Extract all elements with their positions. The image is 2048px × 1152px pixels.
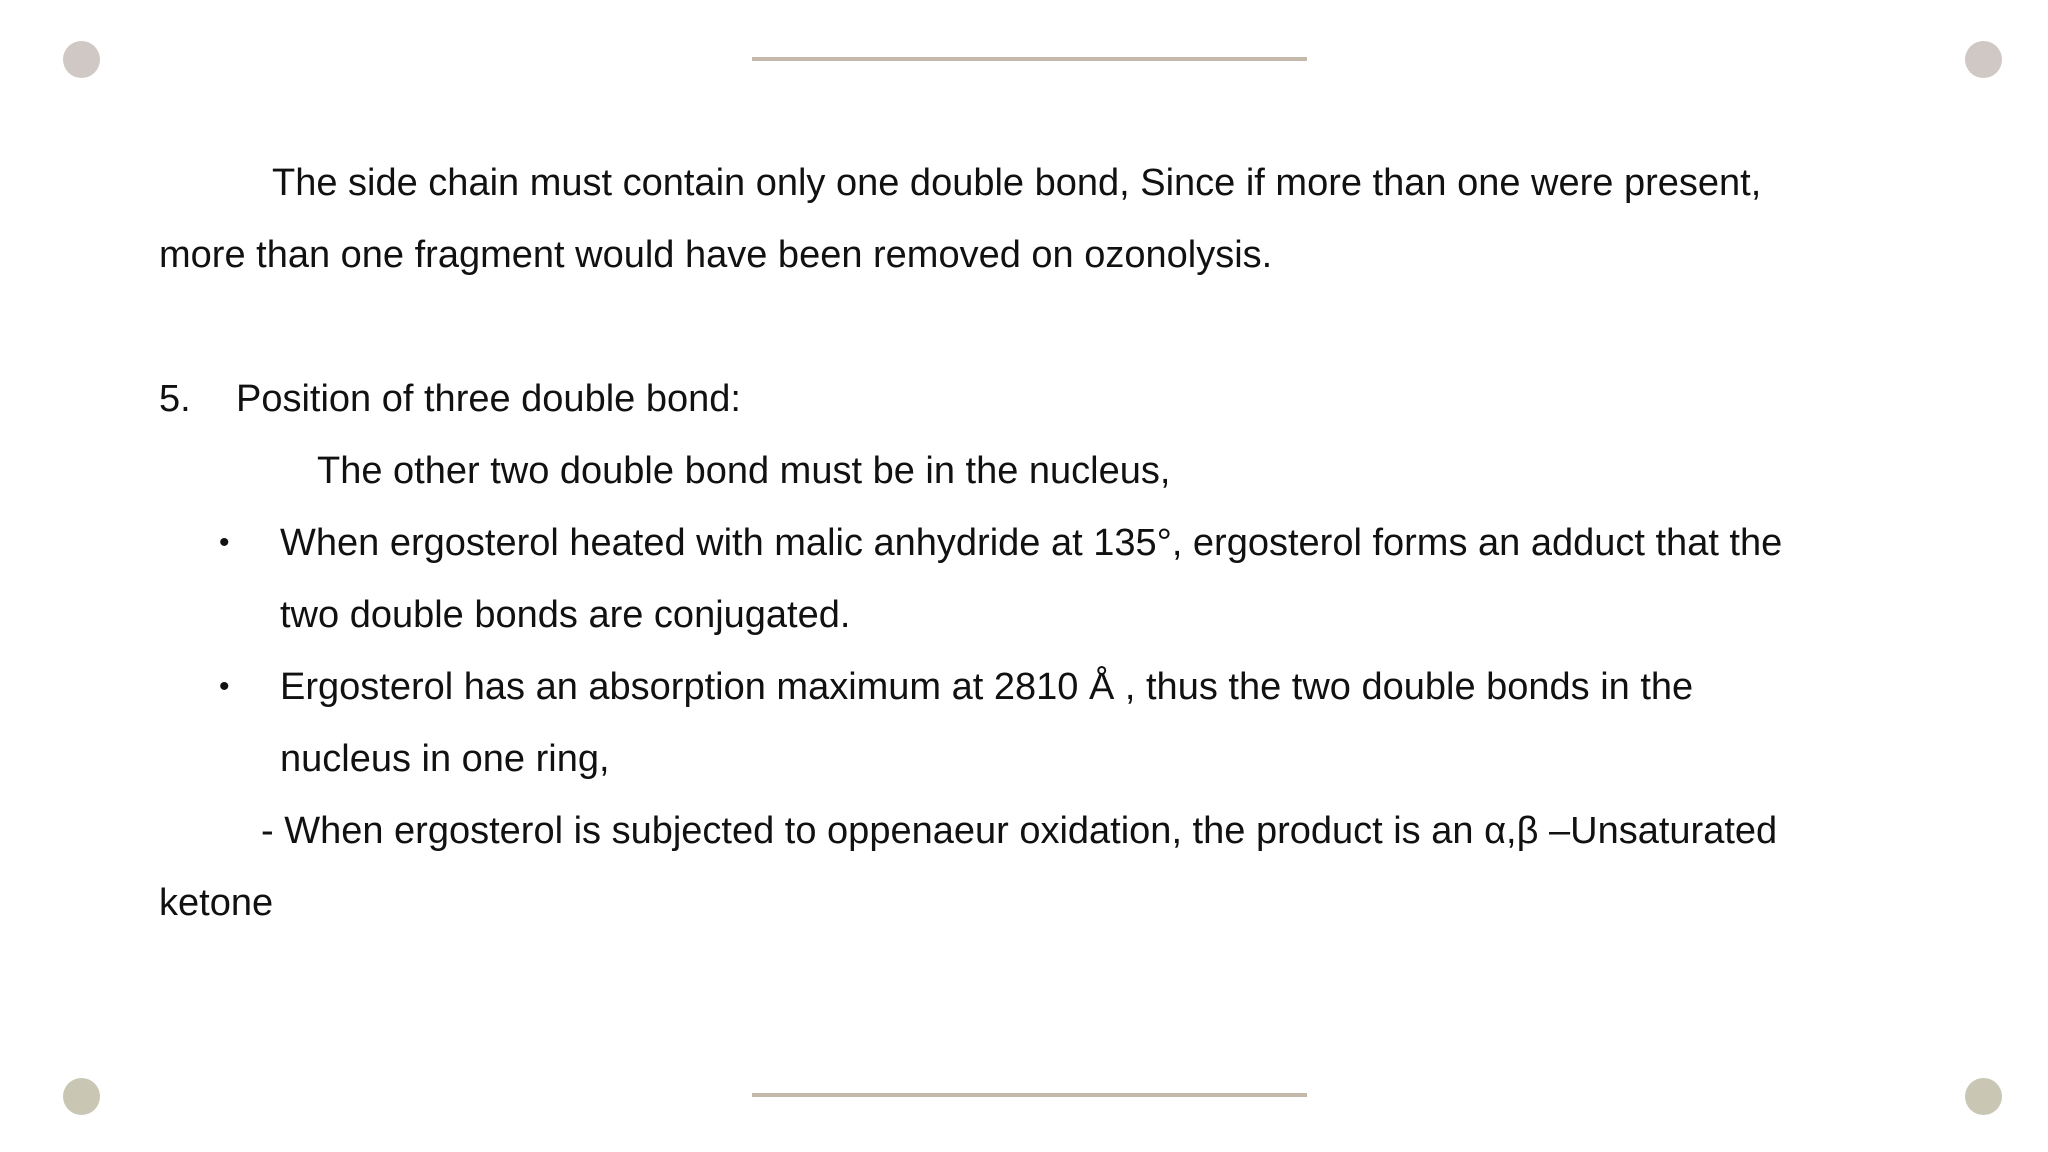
intro-line-1: The side chain must contain only one double bond, Since if more than one were present, (272, 162, 1762, 204)
corner-dot-top-left (63, 41, 100, 78)
section-lead: The other two double bond must be in the nucleus, (317, 450, 1171, 492)
dash-line-1: - When ergosterol is subjected to oppenaeur oxidation, the product is an α,β –Unsaturated (261, 810, 1778, 852)
bullet-marker: • (219, 526, 230, 559)
top-divider (752, 57, 1307, 61)
section-title: Position of three double bond: (236, 378, 741, 420)
corner-dot-bottom-left (63, 1078, 100, 1115)
bullet-marker: • (219, 670, 230, 703)
bullet-1-line-2: two double bonds are conjugated. (280, 594, 851, 636)
corner-dot-bottom-right (1965, 1078, 2002, 1115)
intro-line-2: more than one fragment would have been removed on ozonolysis. (159, 234, 1273, 276)
bottom-divider (752, 1093, 1307, 1097)
bullet-2-line-1: Ergosterol has an absorption maximum at 2810 Å , thus the two double bonds in the (280, 666, 1694, 708)
bullet-2-line-2: nucleus in one ring, (280, 738, 610, 780)
corner-dot-top-right (1965, 41, 2002, 78)
section-number: 5. (159, 378, 191, 420)
bullet-1-line-1: When ergosterol heated with malic anhydride at 135°, ergosterol forms an adduct that the (280, 522, 1783, 564)
dash-line-2: ketone (159, 882, 274, 924)
